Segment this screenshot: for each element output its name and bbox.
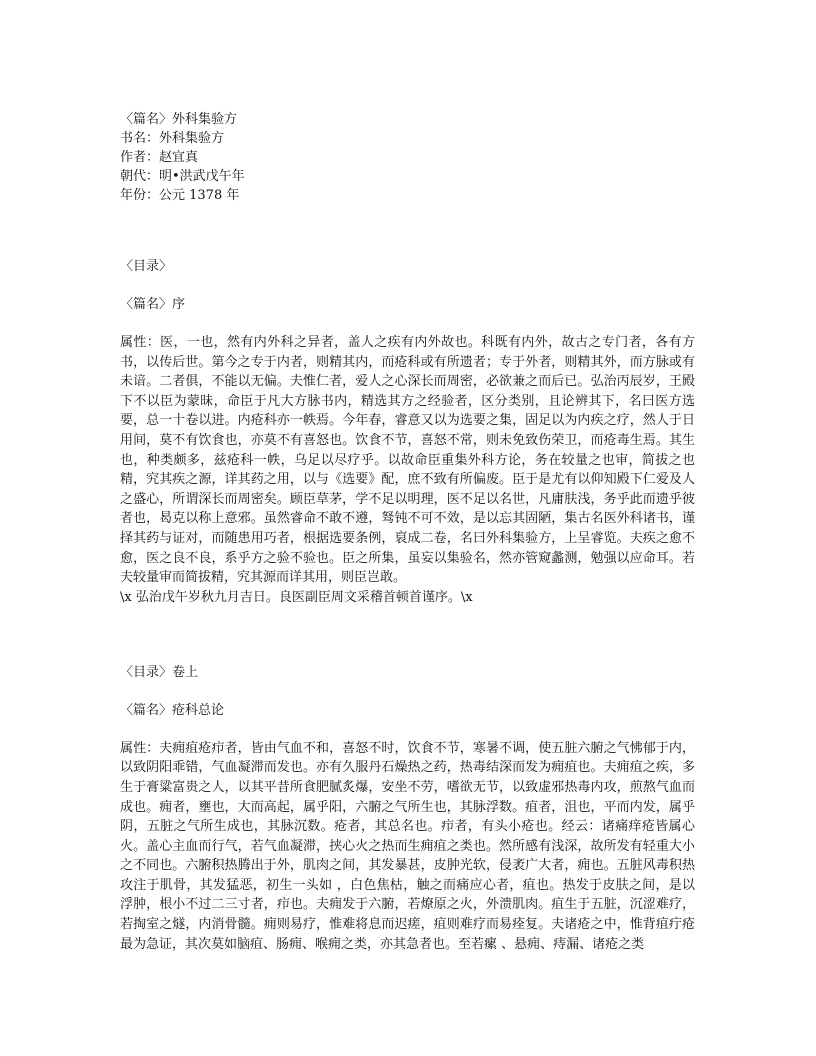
spacer [120, 205, 695, 257]
preface-body: 属性：医，一也，然有内外科之异者，盖人之疾有内外故也。科既有内外，故古之专门者，各有方书，以传后世。第今之专于内者，则精其内，而疮科或有所遗者；专于外者，则精其外，而方脉或有未谙。二者俱，不能以无偏。夫惟仁者，爱人之心深长而周密，必欲兼之而后已。弘治丙辰岁，王殿下不以臣为蒙昧，命臣于凡大方脉书内，精选其方之经验者，区分类别，且论辨其下，名曰医方选要，总一十卷以进。内疮科亦一帙焉。今年春，睿意又以为选要之集，固足以为内疾之疗，然人于日用间，莫不有饮食也，亦莫不有喜怒也。饮食不节，喜怒不常，则未免致伤荣卫，而疮毒生焉。其生也，种类颇多，兹疮科一帙，乌足以尽疗乎。以故命臣重集外科方论，务在较量之也审，简拔之也精，究其疾之源，详其药之用，以与《选要》配，庶不致有所偏废。臣于是尤有以仰知殿下仁爱及人之盛心，所谓深长而周密矣。顾臣草茅，学不足以明理，医不足以名世，凡庸肤浅，务乎此而遗乎彼者也，曷克以称上意邪。虽然睿命不敢不遵，驽钝不可不效，是以忘其固陋，集古名医外科诸书，谨择其药与证对，而随患用巧者，根据选要条例，裒成二卷，名曰外科集验方，上呈睿览。夫疾之愈不愈，医之良不良，系乎方之验不验也。臣之所集，虽妄以集验名，然亦管窥蠡测，勉强以应命耳。若夫较量审而简拔精，究其源而详其用，则臣岂敢。 [120, 335, 695, 586]
spacer [120, 314, 695, 333]
preface-heading: 〈篇名〉序 [120, 297, 186, 312]
meta-year-line: 年份：公元 1378 年 [120, 188, 240, 203]
spacer [120, 720, 695, 739]
chapter-heading: 〈篇名〉疮科总论 [120, 702, 225, 718]
meta-dynasty-line: 朝代：明•洪武戊午年 [120, 169, 245, 184]
spacer [120, 682, 695, 701]
meta-title-line: 〈篇名〉外科集验方 [120, 112, 238, 127]
spacer [120, 607, 695, 663]
toc-volume-heading: 〈目录〉卷上 [120, 664, 199, 680]
meta-author-line: 作者：赵宜真 [120, 150, 199, 165]
preface-signature: \x 弘治戊午岁秋九月吉日。良医副臣周文采稽首顿首谨序。\x [120, 589, 473, 605]
chapter-body: 属性：夫痈疽疮疖者，皆由气血不和，喜怒不时，饮食不节，寒暑不调，使五脏六腑之气怫郁于内，以致阴阳乖错，气血凝滞而发也。亦有久服丹石燥热之药，热毒结深而发为痈疽也。夫痈疽之疾，多生于膏粱富贵之人，以其平昔所食肥腻炙爆，安坐不劳，嗜欲无节，以致虚邪热毒内攻，煎熬气血而成也。痈者，壅也，大而高起，属乎阳，六腑之气所生也，其脉浮数。疽者，沮也，平而内发，属乎阴，五脏之气所生成也，其脉沉数。疮者，其总名也。疖者，有头小疮也。经云：诸痛痒疮皆属心火。盖心主血而行气，若气血凝滞，挟心火之热而生痈疽之类也。然所感有浅深，故所发有轻重大小之不同也。六腑积热腾出于外，肌肉之间，其发暴甚，皮肿光软，侵袤广大者，痈也。五脏风毒积热攻注于肌骨，其发猛恶，初生一头如 ，白色焦枯，触之而痛应心者，疽也。热发于皮肤之间，是以浮肿，根小不过二三寸者，疖也。夫痈发于六腑，若燎原之火，外溃肌肉。疽生于五脏，沉涩难疗，若掏室之燧，内消骨髓。痈则易疗，惟难将息而迟瘥，疽则难疗而易痊复。夫诸疮之中，惟背疽疔疮最为急证，其次莫如脑疽、肠痈、喉痈之类，亦其急者也。至若瘰 、悬痈、痔漏、诸疮之类 [120, 740, 695, 952]
document-page [120, 110, 695, 954]
meta-book-line: 书名：外科集验方 [120, 131, 225, 146]
toc-heading: 〈目录〉 [120, 259, 173, 274]
spacer [120, 276, 695, 295]
